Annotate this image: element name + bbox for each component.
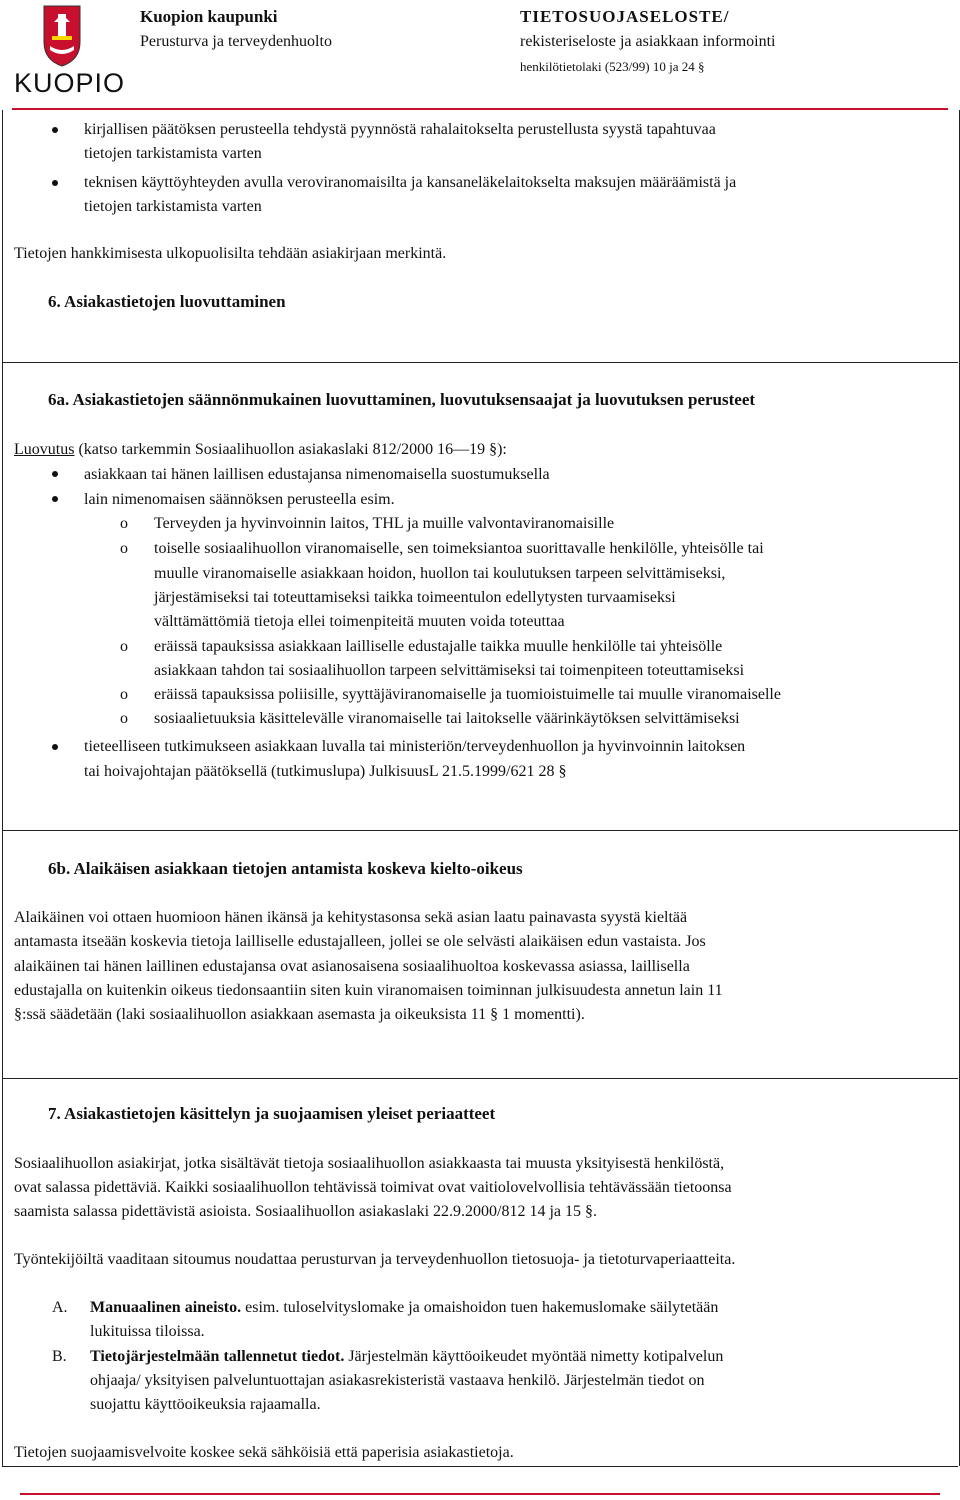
sub-list-item: eräissä tapauksissa asiakkaan lailliselle edustajalle taikka muulle henkilölle tai yhteisölle bbox=[154, 638, 723, 655]
paragraph-line: alaikäinen tai hänen laillinen edustajansa ovat asianosaisena sosiaalihuoltoa koskevassa asiassa, laillisella bbox=[14, 958, 690, 975]
list-letter: B. bbox=[52, 1348, 67, 1365]
list-item: kirjallisen päätöksen perusteella tehdystä pyynnöstä rahalaitokselta perustellusta syystä tapahtuvaa bbox=[84, 121, 716, 138]
section-heading-7: 7. Asiakastietojen käsittelyn ja suojaamisen yleiset periaatteet bbox=[48, 1104, 496, 1123]
logo-text: KUOPIO bbox=[14, 68, 126, 98]
paragraph-line: antamasta itseään koskevia tietoja lailliselle edustajalleen, jollei se ole selvästi alaikäisen edun vastaista. Jos bbox=[14, 933, 706, 950]
list-item-text: esim. tuloselvityslomake ja omaishoidon tuen hakemuslomake säilytetään bbox=[241, 1299, 719, 1316]
bullet-icon bbox=[52, 496, 58, 502]
list-item bbox=[90, 1345, 723, 1369]
list-item bbox=[90, 1296, 718, 1320]
list-item-bold: Tietojärjestelmään tallennetut tiedot. bbox=[90, 1348, 345, 1365]
sub-list-item: toiselle sosiaalihuollon viranomaiselle, sen toimeksiantoa suorittavalle henkilölle, yhteisölle tai bbox=[154, 540, 764, 557]
bullet-icon bbox=[52, 180, 58, 186]
paragraph-line: Alaikäinen voi ottaen huomioon hänen ikänsä ja kehitystasonsa sekä asian laatu painavasta syystä kieltää bbox=[14, 909, 688, 926]
header-org bbox=[140, 4, 332, 54]
paragraph-line: Tietojen suojaamisvelvoite koskee sekä sähköisiä että paperisia asiakastietoja. bbox=[14, 1444, 514, 1461]
doc-title: TIETOSUOJASELOSTE/ bbox=[520, 7, 730, 26]
paragraph-line: §:ssä säädetään (laki sosiaalihuollon asiakkaan asemasta ja oikeuksista 11 § 1 momentti). bbox=[14, 1006, 585, 1023]
sub-list-item: eräissä tapauksissa poliisille, syyttäjäviranomaiselle ja tuomioistuimelle tai muulle viranomaiselle bbox=[154, 686, 781, 703]
paragraph-line: ovat salassa pidettäviä. Kaikki sosiaalihuollon tehtävissä toimivat ovat vaitiolovelvollisia tehtävässään tietoonsa bbox=[14, 1179, 732, 1196]
dept-name: Perusturva ja terveydenhuolto bbox=[140, 33, 332, 50]
divider bbox=[2, 1078, 958, 1079]
luovutus-label: Luovutus bbox=[14, 441, 75, 458]
bullet-icon bbox=[52, 127, 58, 133]
footer-divider bbox=[20, 1493, 940, 1495]
bullet-icon bbox=[52, 744, 58, 750]
list-item-bold: Manuaalinen aineisto. bbox=[90, 1299, 242, 1316]
list-item: tai hoivajohtajan päätöksellä (tutkimuslupa) JulkisuusL 21.5.1999/621 28 § bbox=[84, 763, 567, 780]
list-item: teknisen käyttöyhteyden avulla veroviranomaisilta ja kansaneläkelaitokselta maksujen määräämistä ja bbox=[84, 174, 737, 191]
bullet-icon bbox=[52, 471, 58, 477]
paragraph: Tietojen hankkimisesta ulkopuolisilta tehdään asiakirjaan merkintä. bbox=[14, 245, 447, 262]
paragraph bbox=[14, 438, 507, 462]
paragraph-line: edustajalla on kuitenkin oikeus tiedonsaantiin siten kuin viranomaisen toiminnan julkisuudesta annetun lain 11 bbox=[14, 982, 723, 999]
divider bbox=[2, 830, 958, 831]
sub-bullet-marker: o bbox=[120, 710, 128, 727]
list-item-text: Järjestelmän käyttöoikeudet myöntää nimetty kotipalvelun bbox=[344, 1348, 724, 1365]
section-heading-6b: 6b. Alaikäisen asiakkaan tietojen antamista koskeva kielto-oikeus bbox=[48, 859, 523, 878]
sub-list-item: välttämättömiä tietoja ellei toimenpiteitä muuten voida toteuttaa bbox=[154, 613, 565, 630]
list-letter: A. bbox=[52, 1299, 68, 1316]
divider bbox=[2, 362, 958, 363]
org-name: Kuopion kaupunki bbox=[140, 7, 278, 26]
divider bbox=[2, 1466, 958, 1467]
list-item: suojattu käyttöoikeuksia rajaamalla. bbox=[90, 1396, 321, 1413]
list-item: lain nimenomaisen säännöksen perusteella esim. bbox=[84, 491, 395, 508]
kuopio-logo bbox=[14, 2, 126, 104]
list-item: tietojen tarkistamista varten bbox=[84, 145, 262, 162]
sub-bullet-marker: o bbox=[120, 686, 128, 703]
sub-list-item: asiakkaan tahdon tai sosiaalihuollon tarpeen selvittämiseksi tai toimenpiteen toteuttamiseksi bbox=[154, 662, 745, 679]
list-item: tieteelliseen tutkimukseen asiakkaan luvalla tai ministeriön/terveydenhuollon ja hyvinvoinnin laitoksen bbox=[84, 738, 746, 755]
paragraph-line: Työntekijöiltä vaaditaan sitoumus noudattaa perusturvan ja terveydenhuollon tietosuoja- ja tietoturvaperiaatteita. bbox=[14, 1251, 736, 1268]
list-item: lukituissa tiloissa. bbox=[90, 1323, 205, 1340]
sub-list-item: muulle viranomaiselle asiakkaan hoidon, huollon tai koulutuksen tarpeen selvittämiseksi, bbox=[154, 565, 726, 582]
section-heading-6a: 6a. Asiakastietojen säännönmukainen luovuttaminen, luovutuksensaajat ja luovutuksen perusteet bbox=[48, 390, 756, 409]
sub-list-item: sosiaalietuuksia käsittelevälle viranomaiselle tai laitokselle väärinkäytöksen selvittämiseksi bbox=[154, 710, 740, 727]
paragraph-line: Sosiaalihuollon asiakirjat, jotka sisältävät tietoja sosiaalihuollon asiakkaasta tai muusta yksityisestä henkilöstä, bbox=[14, 1155, 725, 1172]
luovutus-text: (katso tarkemmin Sosiaalihuollon asiakaslaki 812/2000 16—19 §): bbox=[74, 441, 507, 458]
list-item: asiakkaan tai hänen laillisen edustajansa nimenomaisella suostumuksella bbox=[84, 466, 550, 483]
doc-subtitle: rekisteriseloste ja asiakkaan informointi bbox=[520, 33, 776, 50]
sub-bullet-marker: o bbox=[120, 540, 128, 557]
sub-bullet-marker: o bbox=[120, 515, 128, 532]
sub-list-item: järjestämiseksi tai toteuttamiseksi taikka toimeentulon edellytysten turvaamiseksi bbox=[154, 589, 676, 606]
list-item: tietojen tarkistamista varten bbox=[84, 198, 262, 215]
sub-bullet-marker: o bbox=[120, 638, 128, 655]
list-item: ohjaaja/ yksityisen palveluntuottajan asiakasrekisteristä vastaava henkilö. Järjestelmän tiedot on bbox=[90, 1372, 705, 1389]
sub-list-item: Terveyden ja hyvinvoinnin laitos, THL ja muille valvontaviranomaisille bbox=[154, 515, 615, 532]
doc-law: henkilötietolaki (523/99) 10 ja 24 § bbox=[520, 59, 705, 74]
header-doc bbox=[520, 4, 775, 79]
paragraph-line: saamista salassa pidettävistä asioista. Sosiaalihuollon asiakaslaki 22.9.2000/812 14 ja 15 §. bbox=[14, 1203, 598, 1220]
section-heading-6: 6. Asiakastietojen luovuttaminen bbox=[48, 292, 286, 311]
